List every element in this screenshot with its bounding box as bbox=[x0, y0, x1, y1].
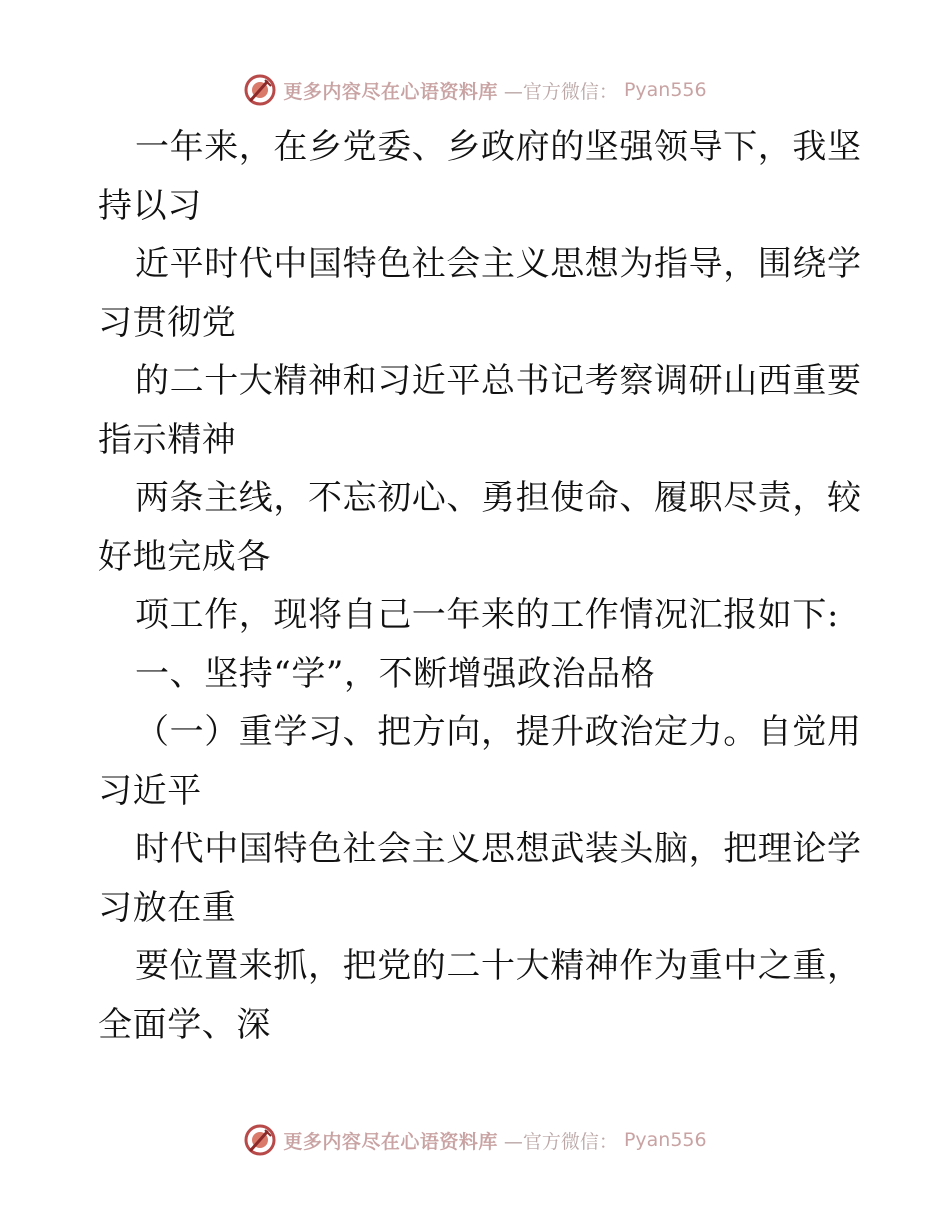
logo-icon bbox=[243, 73, 277, 107]
text-line: 全面学、深 bbox=[98, 1004, 271, 1045]
text-line: 一年来，在乡党委、乡政府的坚强领导下，我坚 bbox=[135, 127, 862, 167]
text-line: 两条主线，不忘初心、勇担使命、履职尽责，较 bbox=[135, 478, 862, 518]
text-line: 时代中国特色社会主义思想武装头脑，把理论学 bbox=[135, 829, 862, 869]
watermark-main-text: 更多内容尽在心语资料库 bbox=[283, 1130, 498, 1153]
text-line: 近平时代中国特色社会主义思想为指导，围绕学 bbox=[135, 244, 862, 284]
text-line: 要位置来抓，把党的二十大精神作为重中之重， bbox=[135, 946, 862, 986]
text-line: 习放在重 bbox=[98, 887, 237, 928]
watermark-header bbox=[0, 70, 950, 110]
text-line: 指示精神 bbox=[98, 419, 237, 460]
watermark-id-text: Pyan556 bbox=[623, 1129, 707, 1151]
text-line: 项工作，现将自己一年来的工作情况汇报如下: bbox=[135, 595, 840, 635]
document-body bbox=[98, 118, 862, 1054]
watermark-footer bbox=[0, 1120, 950, 1160]
watermark-main-text: 更多内容尽在心语资料库 bbox=[283, 80, 498, 103]
text-line: 习近平 bbox=[98, 770, 202, 811]
section-heading: 一、坚持“学”，不断增强政治品格 bbox=[135, 653, 656, 694]
text-line: 持以习 bbox=[98, 185, 202, 226]
subsection-heading: （一）重学习、把方向，提升政治定力。自觉用 bbox=[135, 712, 862, 752]
text-line: 好地完成各 bbox=[98, 536, 271, 577]
text-line: 的二十大精神和习近平总书记考察调研山西重要 bbox=[135, 361, 862, 401]
watermark-sub-text: —官方微信： bbox=[503, 80, 618, 103]
logo-icon bbox=[243, 1123, 277, 1157]
watermark-sub-text: —官方微信： bbox=[503, 1130, 618, 1153]
watermark-id-text: Pyan556 bbox=[623, 79, 707, 101]
text-line: 习贯彻党 bbox=[98, 302, 237, 343]
